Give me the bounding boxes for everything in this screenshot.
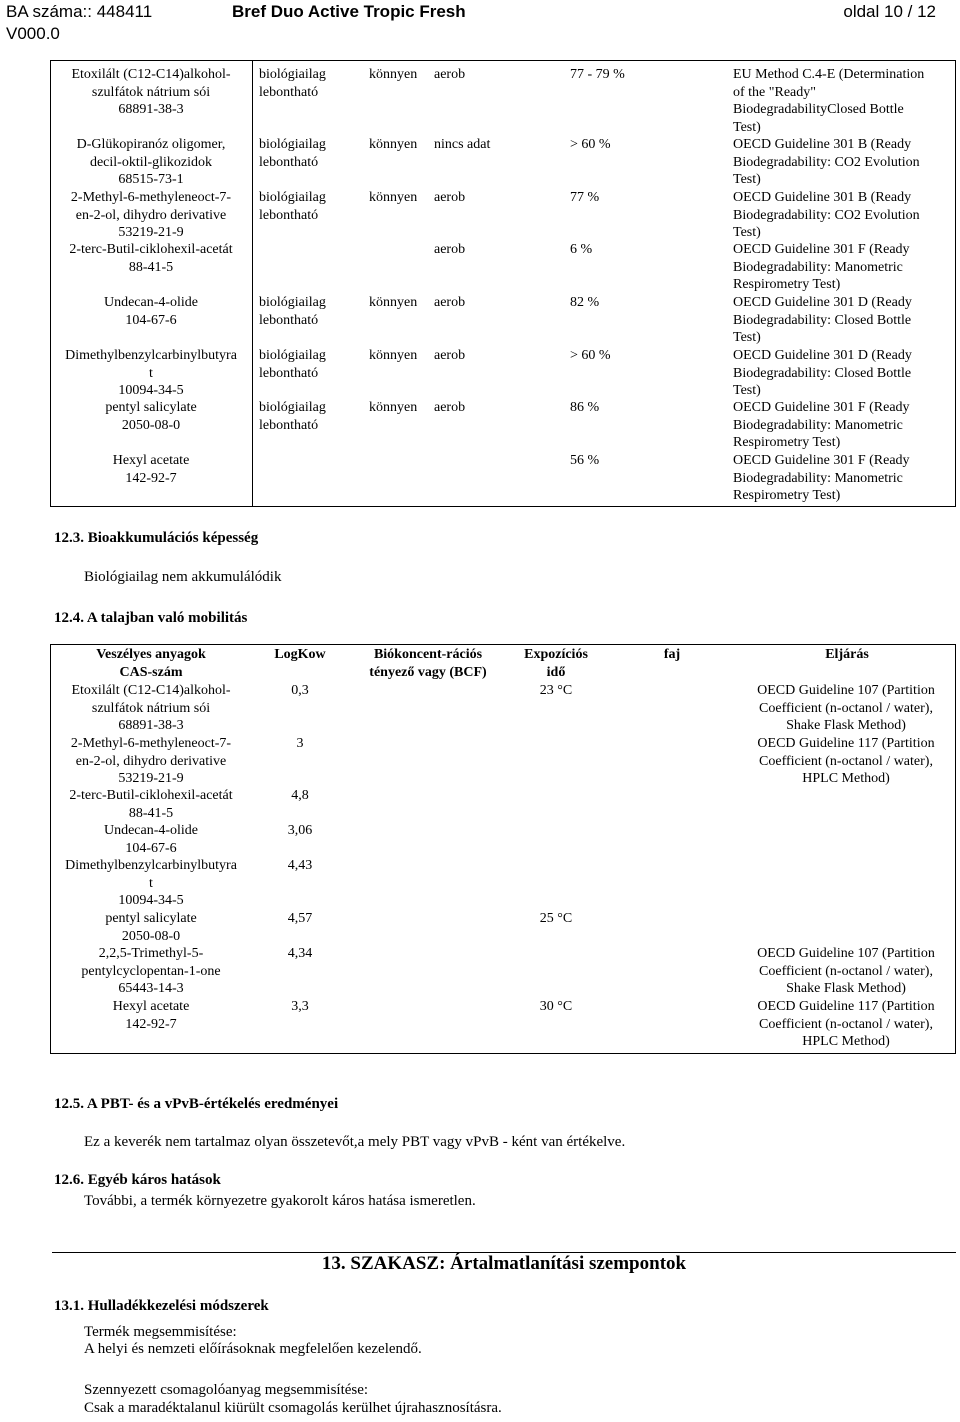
biodeg-condition: aerob: [434, 67, 466, 82]
biodeg-substance-line: 2-terc-Butil-ciklohexil-acetát: [69, 242, 233, 257]
mobility-method: [738, 945, 954, 998]
mobility-substance-line: 88-41-5: [128, 805, 174, 821]
mobility-method-line: OECD Guideline 107 (Partition: [757, 683, 935, 698]
mobility-substance-line: Etoxilált (C12-C14)alkohol-: [71, 683, 231, 698]
mobility-logkow: 4,8: [291, 788, 309, 803]
mobility-substance-line: t: [149, 875, 153, 891]
mobility-logkow: 3,3: [291, 999, 309, 1014]
biodeg-result-line: biológiailag: [259, 190, 326, 205]
mobility-logkow: 3,06: [287, 823, 313, 838]
biodeg-result-line: lebontható: [259, 417, 319, 433]
biodeg-result-line: biológiailag: [259, 400, 326, 415]
biodeg-substance-line: pentyl salicylate: [105, 400, 197, 415]
biodeg-method-line: Biodegradability: Closed Bottle: [733, 365, 912, 381]
biodeg-result: [259, 66, 349, 101]
biodeg-method-line: Test): [733, 172, 761, 187]
biodeg-result-line: lebontható: [259, 365, 319, 381]
biodeg-result-line: biológiailag: [259, 137, 326, 152]
biodeg-method-line: Biodegradability: Manometric: [733, 470, 903, 486]
biodeg-result-line: lebontható: [259, 84, 319, 100]
biodeg-substance-line: en-2-ol, dihydro derivative: [75, 207, 227, 223]
mobility-substance: [52, 787, 250, 822]
mobility-substance-line: pentyl salicylate: [105, 911, 197, 926]
mobility-method-line: HPLC Method): [802, 771, 890, 786]
biodeg-method: [733, 189, 948, 242]
biodeg-ease: könnyen: [369, 348, 418, 363]
section-13-title: 13. SZAKASZ: Ártalmatlanítási szempontok: [321, 1253, 687, 1274]
mobility-method-line: Coefficient (n-octanol / water),: [759, 700, 933, 716]
biodeg-method: [733, 347, 948, 400]
biodeg-method: [733, 241, 948, 294]
mobility-substance-line: 2050-08-0: [121, 928, 181, 944]
mobility-method-line: OECD Guideline 107 (Partition: [757, 946, 935, 961]
biodeg-result: [259, 347, 349, 382]
mobility-substance-line: 142-92-7: [125, 1016, 177, 1032]
biodeg-substance: [52, 399, 250, 434]
mobility-substance: [52, 998, 250, 1033]
biodeg-method-line: OECD Guideline 301 D (Ready: [733, 295, 912, 310]
biodeg-ease: könnyen: [369, 400, 418, 415]
biodeg-result-line: lebontható: [259, 207, 319, 223]
biodeg-substance-line: 2-Methyl-6-methyleneoct-7-: [70, 190, 232, 205]
mobility-substance-line: Dimethylbenzylcarbinylbutyra: [65, 858, 237, 873]
section-12-3-text: Biológiailag nem akkumulálódik: [84, 569, 282, 585]
biodeg-result: [259, 189, 349, 224]
biodeg-substance: [52, 136, 250, 189]
biodeg-substance-line: 10094-34-5: [118, 383, 184, 398]
biodeg-substance-line: t: [149, 365, 153, 381]
biodeg-substance-line: 53219-21-9: [118, 225, 184, 240]
biodeg-method: [733, 136, 948, 189]
header-exposure: [506, 646, 606, 681]
biodeg-method-line: Biodegradability: CO2 Evolution: [733, 207, 920, 223]
biodeg-method-line: OECD Guideline 301 D (Ready: [733, 348, 912, 363]
biodeg-substance: [52, 294, 250, 329]
biodeg-substance: [52, 189, 250, 242]
section-12-6-heading: 12.6. Egyéb káros hatások: [54, 1172, 221, 1188]
biodeg-result: [259, 136, 349, 171]
mobility-substance-line: 2-terc-Butil-ciklohexil-acetát: [69, 788, 233, 803]
biodeg-method: [733, 294, 948, 347]
mobility-substance-line: Hexyl acetate: [112, 999, 190, 1014]
header-species: faj: [663, 647, 681, 662]
biodeg-substance-line: 2050-08-0: [121, 417, 181, 433]
mobility-exposure: 23 °C: [539, 683, 573, 698]
biodeg-method-line: Test): [733, 225, 761, 240]
biodeg-percentage: 6 %: [570, 242, 593, 257]
biodeg-substance-line: 68891-38-3: [118, 102, 184, 117]
biodeg-result-line: biológiailag: [259, 67, 326, 82]
mobility-logkow: 4,57: [287, 911, 313, 926]
mobility-exposure: 30 °C: [539, 999, 573, 1014]
biodeg-method-line: Respirometry Test): [733, 435, 841, 450]
biodeg-result-line: biológiailag: [259, 348, 326, 363]
biodeg-percentage: 86 %: [570, 400, 600, 415]
mobility-method-line: Coefficient (n-octanol / water),: [759, 1016, 933, 1032]
biodeg-substance-line: 142-92-7: [125, 470, 177, 486]
mobility-method: [738, 998, 954, 1051]
header-logkow: LogKow: [274, 647, 326, 662]
table-divider: [252, 60, 253, 507]
biodeg-method-line: EU Method C.4-E (Determination: [733, 67, 925, 82]
mobility-method-line: OECD Guideline 117 (Partition: [757, 999, 935, 1014]
biodeg-ease: könnyen: [369, 190, 418, 205]
biodeg-method-line: Biodegradability: Manometric: [733, 417, 903, 433]
biodeg-ease: könnyen: [369, 295, 418, 310]
header-exposure-line: Expozíciós: [524, 647, 588, 662]
mobility-substance-line: 104-67-6: [125, 840, 177, 856]
biodeg-method: [733, 399, 948, 452]
packaging-disposal-text: Csak a maradéktalanul kiürült csomagolás kerülhet újrahasznosításra.: [84, 1400, 502, 1416]
biodeg-percentage: > 60 %: [570, 137, 611, 152]
biodeg-result-line: lebontható: [259, 312, 319, 328]
header-exposure-line: idő: [546, 664, 566, 680]
product-disposal-text: A helyi és nemzeti előírásoknak megfelelően kezelendő.: [84, 1341, 422, 1357]
biodeg-method-line: OECD Guideline 301 F (Ready: [733, 400, 910, 415]
mobility-method-line: Shake Flask Method): [786, 718, 906, 733]
biodeg-substance: [52, 452, 250, 487]
biodeg-condition: aerob: [434, 242, 466, 257]
biodeg-substance-line: Dimethylbenzylcarbinylbutyra: [65, 348, 237, 363]
biodeg-substance-line: Undecan-4-olide: [103, 295, 199, 310]
biodeg-substance-line: 104-67-6: [125, 312, 177, 328]
section-12-4-heading: 12.4. A talajban való mobilitás: [54, 610, 248, 626]
biodeg-method-line: Test): [733, 383, 761, 398]
header-substance-line: Veszélyes anyagok: [96, 647, 206, 662]
mobility-substance: [52, 857, 250, 910]
biodeg-substance-line: decil-oktil-glikozidok: [89, 154, 213, 170]
mobility-substance-line: szulfátok nátrium sói: [91, 700, 211, 716]
section-13-1-heading: 13.1. Hulladékkezelési módszerek: [54, 1298, 269, 1314]
section-12-6-text: További, a termék környezetre gyakorolt káros hatása ismeretlen.: [84, 1193, 476, 1209]
biodeg-percentage: 77 %: [570, 190, 600, 205]
biodeg-percentage: > 60 %: [570, 348, 611, 363]
biodeg-method-line: BiodegradabilityClosed Bottle: [733, 102, 904, 117]
biodeg-method-line: Biodegradability: CO2 Evolution: [733, 154, 920, 170]
mobility-substance-line: 2-Methyl-6-methyleneoct-7-: [70, 736, 232, 751]
mobility-method-line: HPLC Method): [802, 1034, 890, 1049]
biodeg-method: [733, 66, 948, 136]
mobility-substance-line: pentylcyclopentan-1-one: [81, 963, 221, 979]
mobility-method-line: Coefficient (n-octanol / water),: [759, 753, 933, 769]
biodeg-percentage: 56 %: [570, 453, 600, 468]
section-12-3-heading: 12.3. Bioakkumulációs képesség: [54, 530, 259, 546]
biodeg-method-line: Test): [733, 330, 761, 345]
mobility-logkow: 3: [296, 736, 304, 751]
mobility-substance-line: 53219-21-9: [118, 771, 184, 786]
mobility-logkow: 4,34: [287, 946, 313, 961]
product-name: Bref Duo Active Tropic Fresh: [232, 2, 466, 21]
section-12-5-text: Ez a keverék nem tartalmaz olyan összetevőt,a mely PBT vagy vPvB - ként van értékelve.: [84, 1134, 626, 1150]
biodeg-percentage: 77 - 79 %: [570, 67, 625, 82]
biodeg-method-line: Respirometry Test): [733, 488, 841, 503]
biodeg-method-line: Test): [733, 119, 761, 135]
packaging-disposal-label: Szennyezett csomagolóanyag megsemmisítése:: [84, 1382, 369, 1398]
mobility-substance: [52, 822, 250, 857]
biodeg-substance: [52, 241, 250, 276]
biodeg-method-line: OECD Guideline 301 F (Ready: [733, 453, 910, 468]
mobility-substance: [52, 682, 250, 735]
header-bcf-line: Biókoncent-rációs: [373, 647, 483, 662]
biodeg-result: [259, 294, 349, 329]
biodeg-condition: aerob: [434, 348, 466, 363]
biodeg-substance-line: szulfátok nátrium sói: [91, 84, 211, 100]
biodeg-ease: könnyen: [369, 67, 418, 82]
header-substance-line: CAS-szám: [119, 664, 183, 680]
mobility-exposure: 25 °C: [539, 911, 573, 926]
mobility-substance-line: Undecan-4-olide: [103, 823, 199, 838]
mobility-substance: [52, 910, 250, 945]
biodeg-condition: nincs adat: [434, 137, 491, 152]
page-number: oldal 10 / 12: [843, 2, 936, 21]
mobility-method-line: Shake Flask Method): [786, 981, 906, 996]
mobility-logkow: 0,3: [291, 683, 309, 698]
mobility-substance-line: 10094-34-5: [118, 893, 184, 908]
header-bcf: [350, 646, 506, 681]
header-substance: [52, 646, 250, 681]
biodeg-method-line: of the "Ready": [733, 84, 816, 100]
section-12-5-heading: 12.5. A PBT- és a vPvB-értékelés eredményei: [54, 1096, 339, 1112]
mobility-substance-line: 65443-14-3: [118, 981, 184, 996]
biodeg-result: [259, 399, 349, 434]
biodeg-method-line: OECD Guideline 301 B (Ready: [733, 137, 912, 152]
biodeg-substance-line: 68515-73-1: [118, 172, 184, 187]
mobility-method-line: OECD Guideline 117 (Partition: [757, 736, 935, 751]
biodeg-condition: aerob: [434, 400, 466, 415]
biodeg-method-line: OECD Guideline 301 F (Ready: [733, 242, 910, 257]
product-disposal-label: Termék megsemmisítése:: [84, 1324, 237, 1340]
biodeg-ease: könnyen: [369, 137, 418, 152]
biodeg-substance-line: Etoxilált (C12-C14)alkohol-: [71, 67, 231, 82]
biodeg-result-line: biológiailag: [259, 295, 326, 310]
mobility-substance-line: 2,2,5-Trimethyl-5-: [98, 946, 204, 961]
biodeg-substance: [52, 66, 250, 119]
header-method: Eljárás: [825, 647, 869, 662]
biodeg-substance: [52, 347, 250, 400]
mobility-method: [738, 682, 954, 735]
biodeg-method-line: OECD Guideline 301 B (Ready: [733, 190, 912, 205]
biodeg-substance-line: Hexyl acetate: [112, 453, 190, 468]
mobility-substance: [52, 735, 250, 788]
biodeg-method-line: Biodegradability: Manometric: [733, 259, 903, 275]
version-label: V000.0: [6, 24, 60, 43]
biodeg-condition: aerob: [434, 190, 466, 205]
biodeg-method-line: Biodegradability: Closed Bottle: [733, 312, 912, 328]
biodeg-result-line: lebontható: [259, 154, 319, 170]
biodeg-condition: aerob: [434, 295, 466, 310]
biodeg-method-line: Respirometry Test): [733, 277, 841, 292]
biodeg-method: [733, 452, 948, 505]
mobility-method: [738, 735, 954, 788]
mobility-logkow: 4,43: [287, 858, 313, 873]
biodeg-substance-line: D-Glükopiranóz oligomer,: [76, 137, 226, 152]
mobility-method-line: Coefficient (n-octanol / water),: [759, 963, 933, 979]
biodeg-percentage: 82 %: [570, 295, 600, 310]
ba-number: BA száma:: 448411: [6, 2, 153, 21]
mobility-substance-line: 68891-38-3: [118, 718, 184, 733]
header-bcf-line: tényező vagy (BCF): [369, 664, 487, 680]
mobility-substance-line: en-2-ol, dihydro derivative: [75, 753, 227, 769]
mobility-substance: [52, 945, 250, 998]
biodeg-substance-line: 88-41-5: [128, 259, 174, 275]
